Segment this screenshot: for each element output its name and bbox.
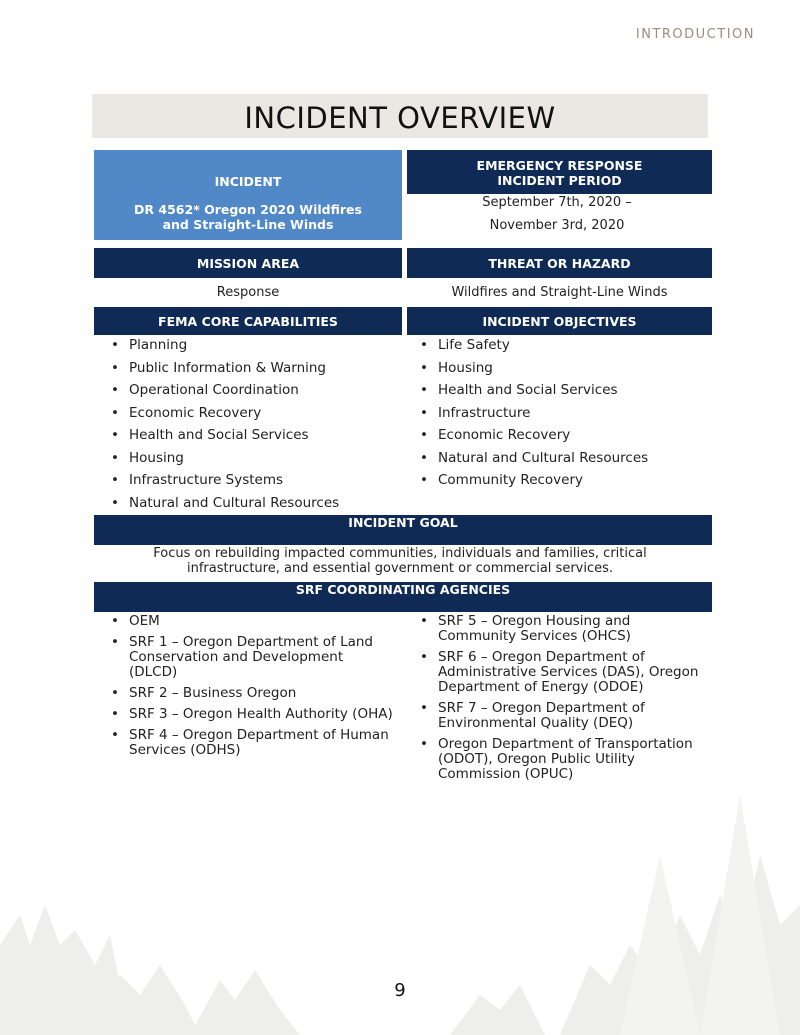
page-number: 9 xyxy=(394,980,406,1001)
response-period-label-1: EMERGENCY RESPONSE xyxy=(476,158,643,173)
response-period-header xyxy=(407,150,712,194)
list-item: • Infrastructure Systems xyxy=(94,471,402,494)
list-item: • SRF 5 – Oregon Housing and Community Services (OHCS) xyxy=(403,614,708,644)
list-item: • SRF 6 – Oregon Department of Administrative Services (DAS), Oregon Department of Energy (ODOE) xyxy=(403,650,708,695)
objectives-list xyxy=(403,336,712,494)
incident-label: INCIDENT xyxy=(214,174,282,189)
list-item: • Housing xyxy=(403,359,712,382)
incident-goal-text: Focus on rebuilding impacted communities, individuals and families, critical infrastructure, and essential government or commercial services. xyxy=(153,546,647,576)
list-item: • Health and Social Services xyxy=(403,381,712,404)
list-item: • Economic Recovery xyxy=(403,426,712,449)
core-capabilities-header: FEMA CORE CAPABILITIES xyxy=(94,307,402,335)
response-period-value-1: September 7th, 2020 – xyxy=(482,195,632,210)
response-period-label-2: INCIDENT PERIOD xyxy=(497,173,622,188)
incident-goal-header: INCIDENT GOAL xyxy=(94,515,712,545)
list-item: • Natural and Cultural Resources xyxy=(94,494,402,517)
list-item: • SRF 1 – Oregon Department of Land Conservation and Development (DLCD) xyxy=(94,635,394,680)
srf-right-list xyxy=(403,614,708,788)
srf-left-list xyxy=(94,614,394,764)
list-item: • Health and Social Services xyxy=(94,426,402,449)
list-item: • SRF 3 – Oregon Health Authority (OHA) xyxy=(94,707,394,722)
mission-area-value: Response xyxy=(216,285,280,300)
incident-value: DR 4562* Oregon 2020 Wildfires and Straight-Line Winds xyxy=(134,202,362,232)
srf-header: SRF COORDINATING AGENCIES xyxy=(94,582,712,612)
mission-area-header: MISSION AREA xyxy=(94,248,402,278)
list-item: • Community Recovery xyxy=(403,471,712,494)
list-item: • Economic Recovery xyxy=(94,404,402,427)
list-item: • Housing xyxy=(94,449,402,472)
list-item: • Public Information & Warning xyxy=(94,359,402,382)
list-item: • Planning xyxy=(94,336,402,359)
list-item: • Infrastructure xyxy=(403,404,712,427)
list-item: • Oregon Department of Transportation (ODOT), Oregon Public Utility Commission (OPUC) xyxy=(403,737,708,782)
response-period-value-2: November 3rd, 2020 xyxy=(489,218,625,233)
list-item: • OEM xyxy=(94,614,394,629)
incident-cell xyxy=(94,150,402,240)
list-item: • SRF 4 – Oregon Department of Human Services (ODHS) xyxy=(94,728,394,758)
objectives-header: INCIDENT OBJECTIVES xyxy=(407,307,712,335)
threat-header: THREAT OR HAZARD xyxy=(407,248,712,278)
running-head: INTRODUCTION xyxy=(635,27,755,42)
list-item: • Natural and Cultural Resources xyxy=(403,449,712,472)
list-item: • SRF 2 – Business Oregon xyxy=(94,686,394,701)
threat-value: Wildfires and Straight-Line Winds xyxy=(451,285,668,300)
list-item: • Life Safety xyxy=(403,336,712,359)
list-item: • Operational Coordination xyxy=(94,381,402,404)
core-capabilities-list xyxy=(94,336,402,516)
list-item: • SRF 7 – Oregon Department of Environmental Quality (DEQ) xyxy=(403,701,708,731)
page-title: INCIDENT OVERVIEW xyxy=(92,94,708,138)
